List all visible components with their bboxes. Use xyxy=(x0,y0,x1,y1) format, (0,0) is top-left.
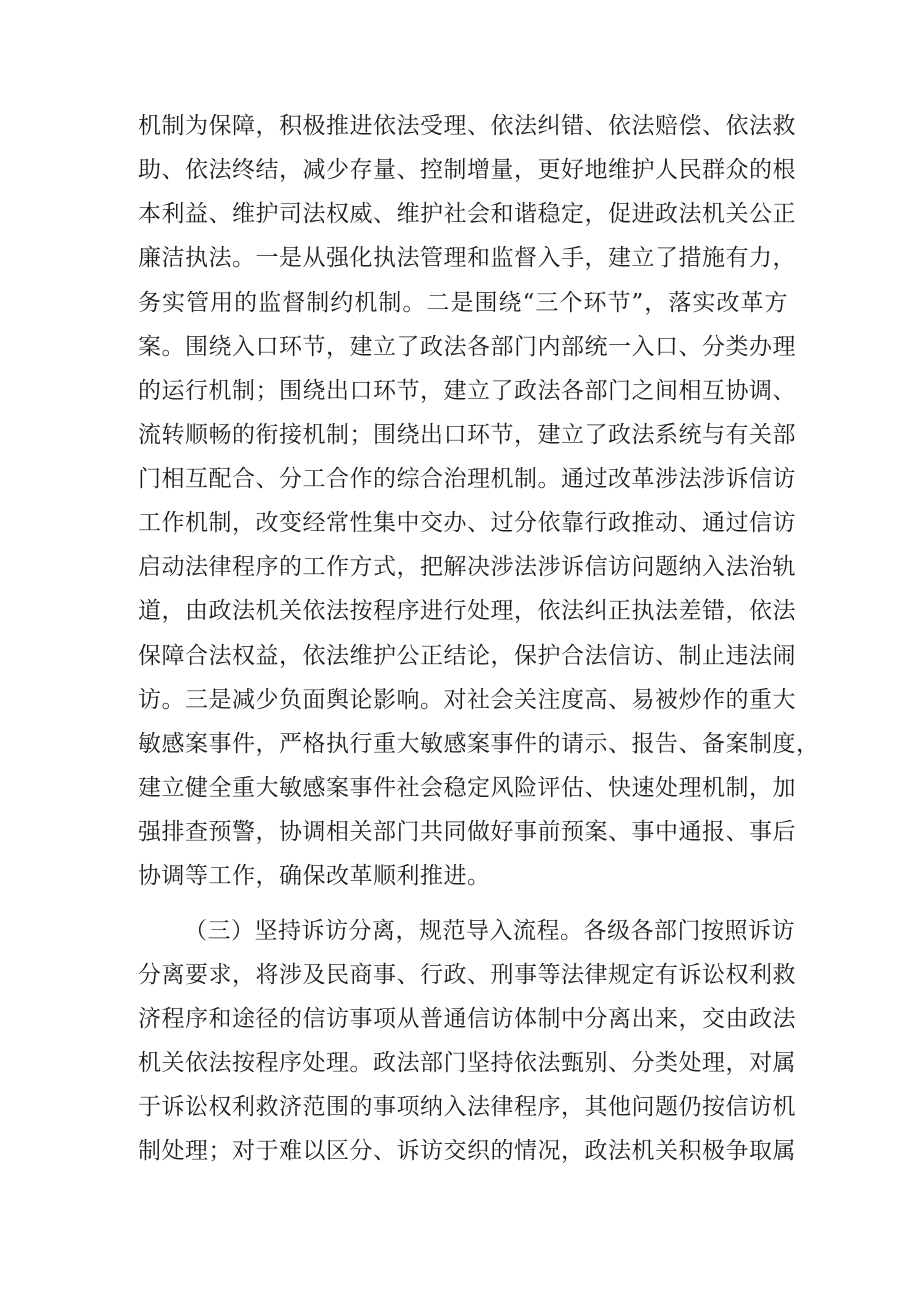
text-line: 门相互配合、分工合作的综合治理机制。通过改革涉法涉诉信访 xyxy=(138,466,796,492)
text-line: 分离要求，将涉及民商事、行政、刑事等法律规定有诉讼权利救 xyxy=(138,962,796,988)
text-line: 工作机制，改变经常性集中交办、过分依靠行政推动、通过信访 xyxy=(138,510,796,536)
text-line: 道，由政法机关依法按程序进行处理，依法纠正执法差错，依法 xyxy=(138,598,796,624)
text-line: 启动法律程序的工作方式，把解决涉法涉诉信访问题纳入法治轨 xyxy=(138,554,796,580)
text-line: 访。三是减少负面舆论影响。对社会关注度高、易被炒作的重大 xyxy=(138,687,796,713)
text-line: 敏感案事件，严格执行重大敏感案事件的请示、报告、备案制度， xyxy=(138,731,820,757)
text-line: 强排查预警，协调相关部门共同做好事前预案、事中通报、事后 xyxy=(138,819,796,845)
text-line: 制处理；对于难以区分、诉访交织的情况，政法机关积极争取属 xyxy=(138,1138,796,1164)
text-line: 务实管用的监督制约机制。二是围绕“三个环节”，落实改革方 xyxy=(138,290,788,316)
text-line: 协调等工作，确保改革顺利推进。 xyxy=(138,863,491,889)
text-line: 的运行机制；围绕出口环节，建立了政法各部门之间相互协调、 xyxy=(138,378,796,404)
text-line: （三）坚持诉访分离，规范导入流程。各级各部门按照诉访 xyxy=(184,918,795,944)
text-line: 本利益、维护司法权威、维护社会和谐稳定，促进政法机关公正 xyxy=(138,201,796,227)
text-line: 廉洁执法。一是从强化执法管理和监督入手，建立了措施有力， xyxy=(138,245,796,271)
text-line: 流转顺畅的衔接机制；围绕出口环节，建立了政法系统与有关部 xyxy=(138,422,796,448)
text-line: 机制为保障，积极推进依法受理、依法纠错、依法赔偿、依法救 xyxy=(138,113,796,139)
text-line: 案。围绕入口环节，建立了政法各部门内部统一入口、分类办理 xyxy=(138,334,796,360)
text-line: 机关依法按程序处理。政法部门坚持依法甄别、分类处理，对属 xyxy=(138,1050,796,1076)
text-line: 于诉讼权利救济范围的事项纳入法律程序，其他问题仍按信访机 xyxy=(138,1094,796,1120)
text-line: 济程序和途径的信访事项从普通信访体制中分离出来，交由政法 xyxy=(138,1006,796,1032)
text-line: 保障合法权益，依法维护公正结论，保护合法信访、制止违法闹 xyxy=(138,643,796,669)
text-line: 建立健全重大敏感案事件社会稳定风险评估、快速处理机制，加 xyxy=(138,775,796,801)
text-line: 助、依法终结，减少存量、控制增量，更好地维护人民群众的根 xyxy=(138,157,796,183)
